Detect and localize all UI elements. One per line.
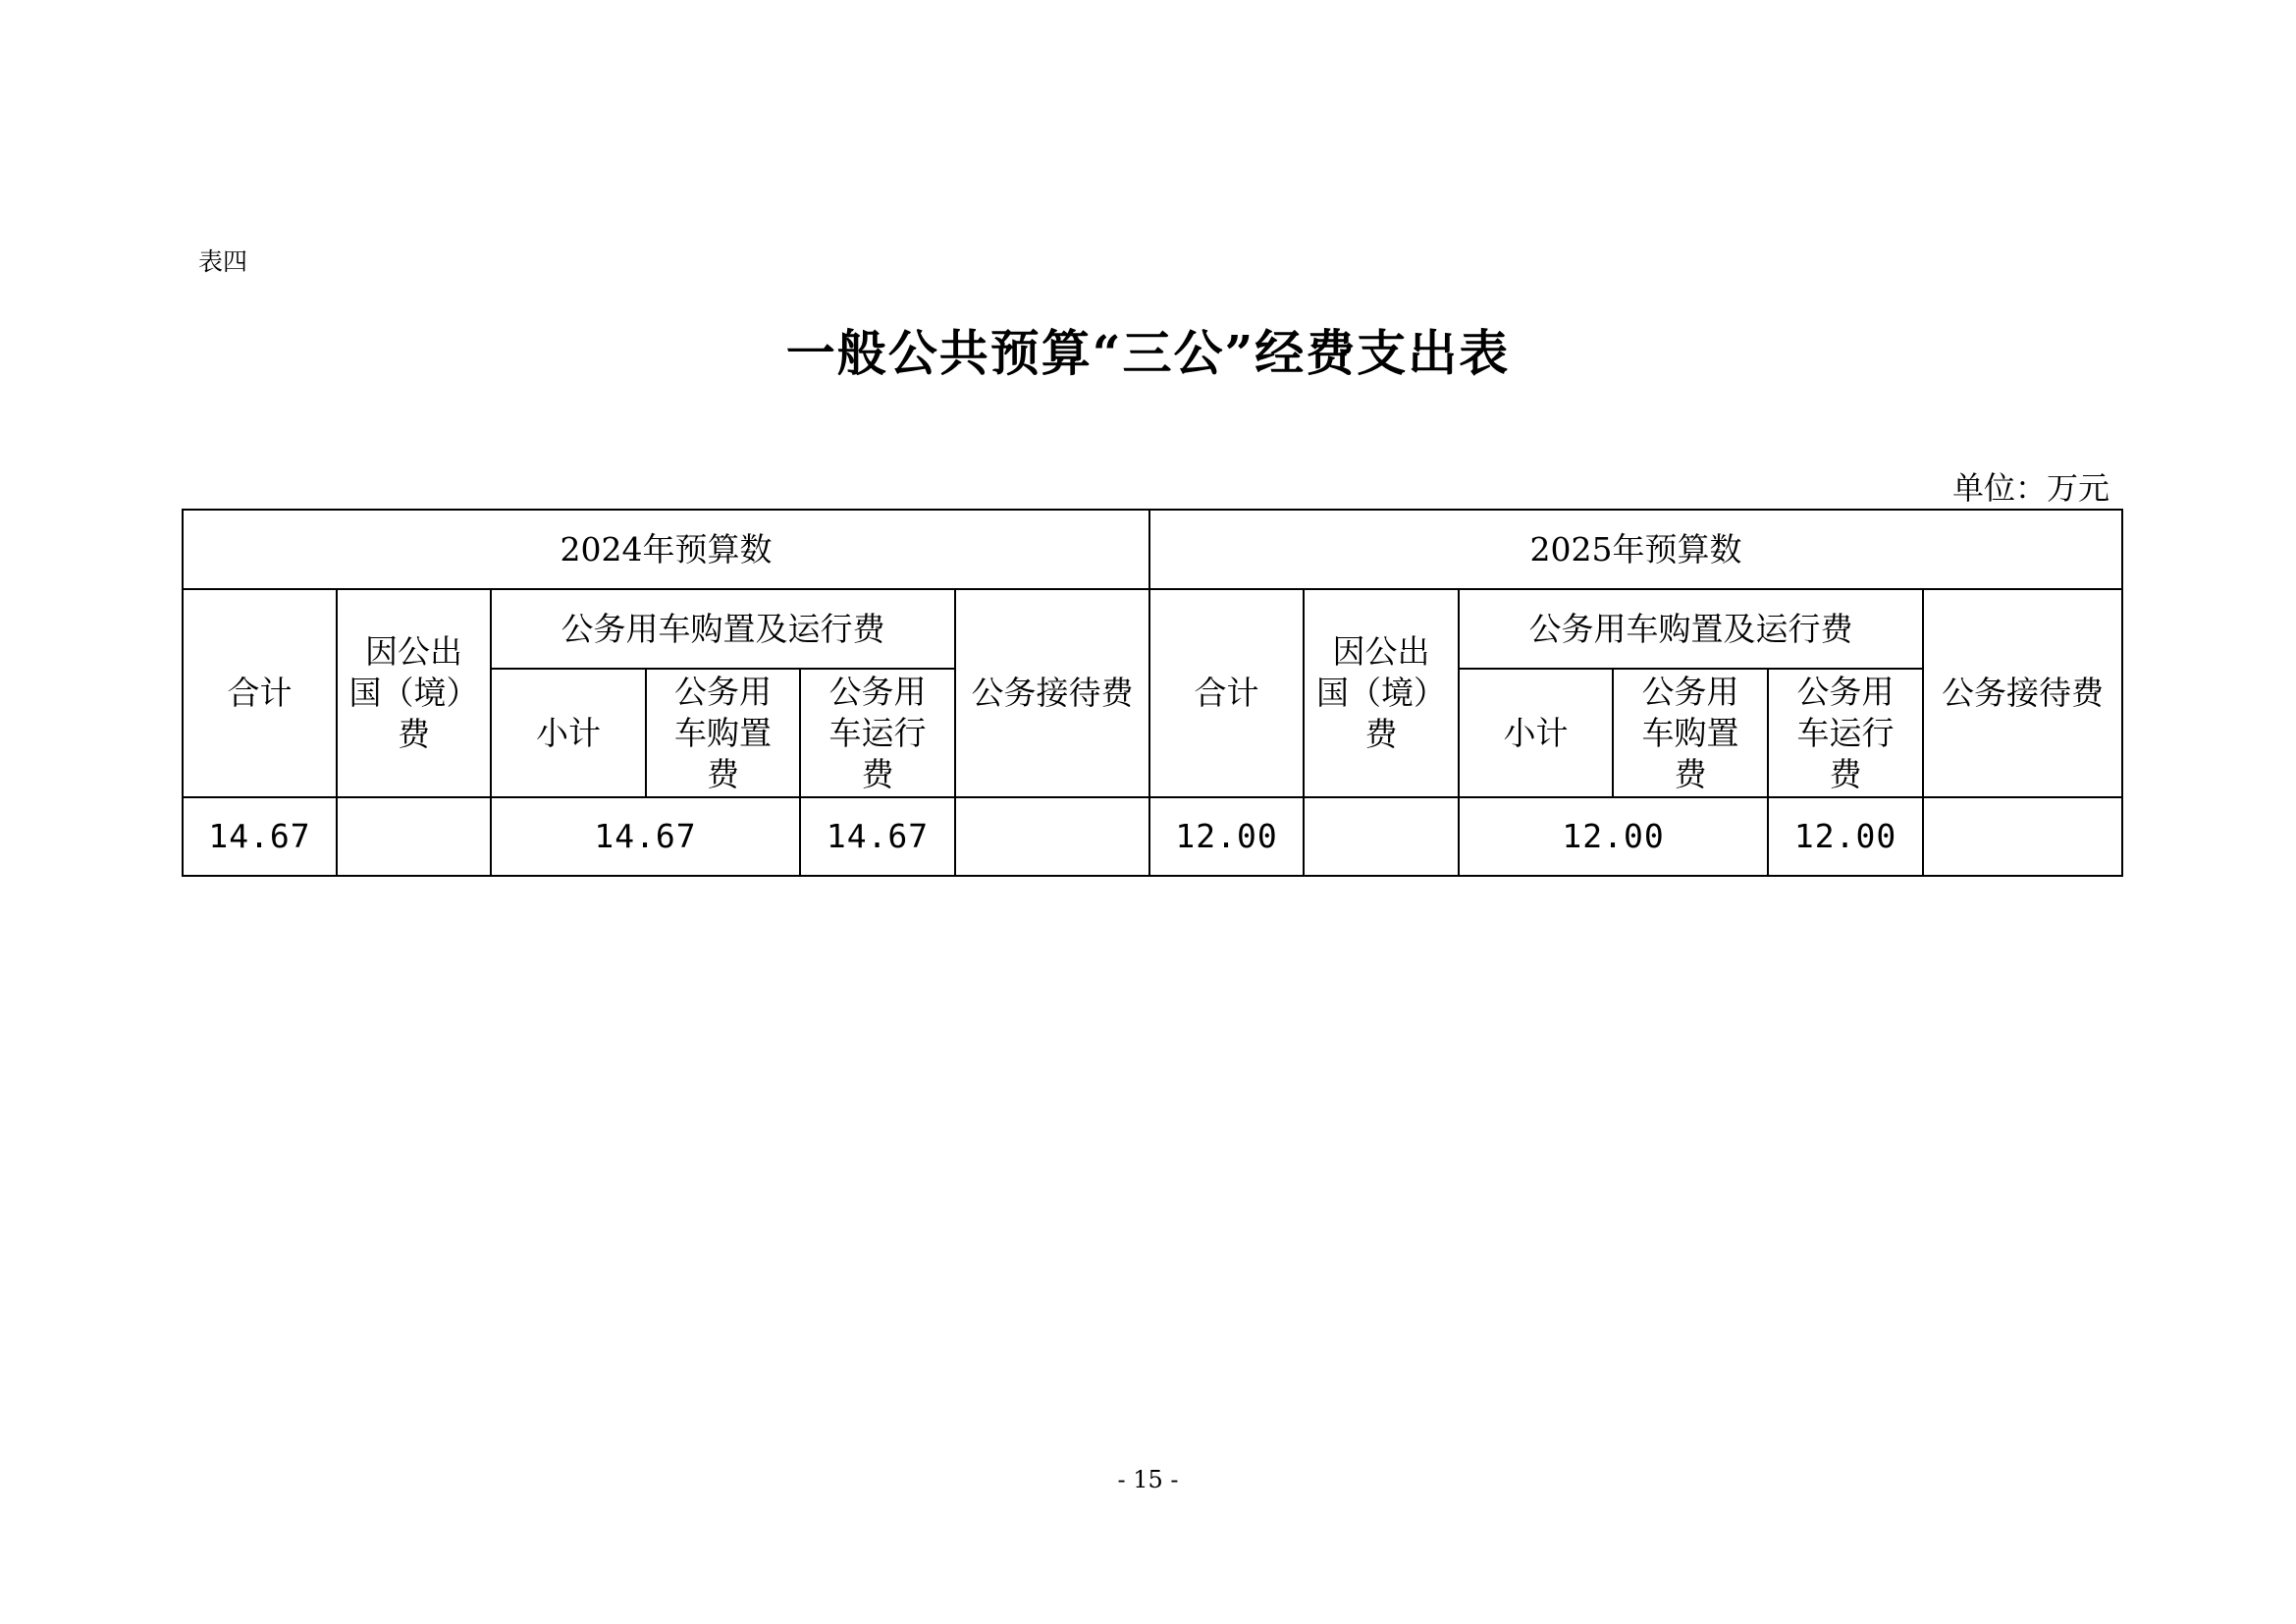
overseas-header-2024: 因公出 国（境） 费 xyxy=(337,589,491,797)
vehicle-group-header-2025: 公务用车购置及运行费 xyxy=(1459,589,1923,669)
category-header-row xyxy=(183,589,2122,669)
unit-label: 单位：万元 xyxy=(1951,469,2109,507)
cell-operation-2025: 12.00 xyxy=(1768,797,1923,876)
year-header-row xyxy=(183,510,2122,589)
cell-reception-2025 xyxy=(1923,797,2122,876)
vehicle-group-header-2024: 公务用车购置及运行费 xyxy=(491,589,955,669)
vehicle-operation-header-2024: 公务用 车运行 费 xyxy=(800,669,955,797)
table-label: 表四 xyxy=(198,247,248,276)
cell-total-2024: 14.67 xyxy=(183,797,337,876)
page-title: 一般公共预算“三公”经费支出表 xyxy=(785,324,1511,382)
vehicle-operation-header-2025: 公务用 车运行 费 xyxy=(1768,669,1923,797)
cell-subtotal-2025: 12.00 xyxy=(1459,797,1768,876)
table-row xyxy=(183,797,2122,876)
vehicle-purchase-header-2025: 公务用 车购置 费 xyxy=(1613,669,1768,797)
total-header-2024: 合计 xyxy=(183,589,337,797)
cell-reception-2024 xyxy=(955,797,1149,876)
year-2025-header: 2025年预算数 xyxy=(1149,510,2122,589)
cell-total-2025: 12.00 xyxy=(1149,797,1304,876)
subtotal-header-2024: 小计 xyxy=(491,669,646,797)
cell-overseas-2024 xyxy=(337,797,491,876)
cell-operation-2024: 14.67 xyxy=(800,797,955,876)
reception-header-2025: 公务接待费 xyxy=(1923,589,2122,797)
vehicle-purchase-header-2024: 公务用 车购置 费 xyxy=(646,669,800,797)
overseas-header-2025: 因公出 国（境） 费 xyxy=(1304,589,1459,797)
page-number: - 15 - xyxy=(1117,1466,1179,1493)
cell-subtotal-2024: 14.67 xyxy=(491,797,800,876)
three-public-expenses-table xyxy=(182,509,2123,877)
total-header-2025: 合计 xyxy=(1149,589,1304,797)
year-2024-header: 2024年预算数 xyxy=(183,510,1149,589)
cell-overseas-2025 xyxy=(1304,797,1459,876)
reception-header-2024: 公务接待费 xyxy=(955,589,1149,797)
subtotal-header-2025: 小计 xyxy=(1459,669,1613,797)
